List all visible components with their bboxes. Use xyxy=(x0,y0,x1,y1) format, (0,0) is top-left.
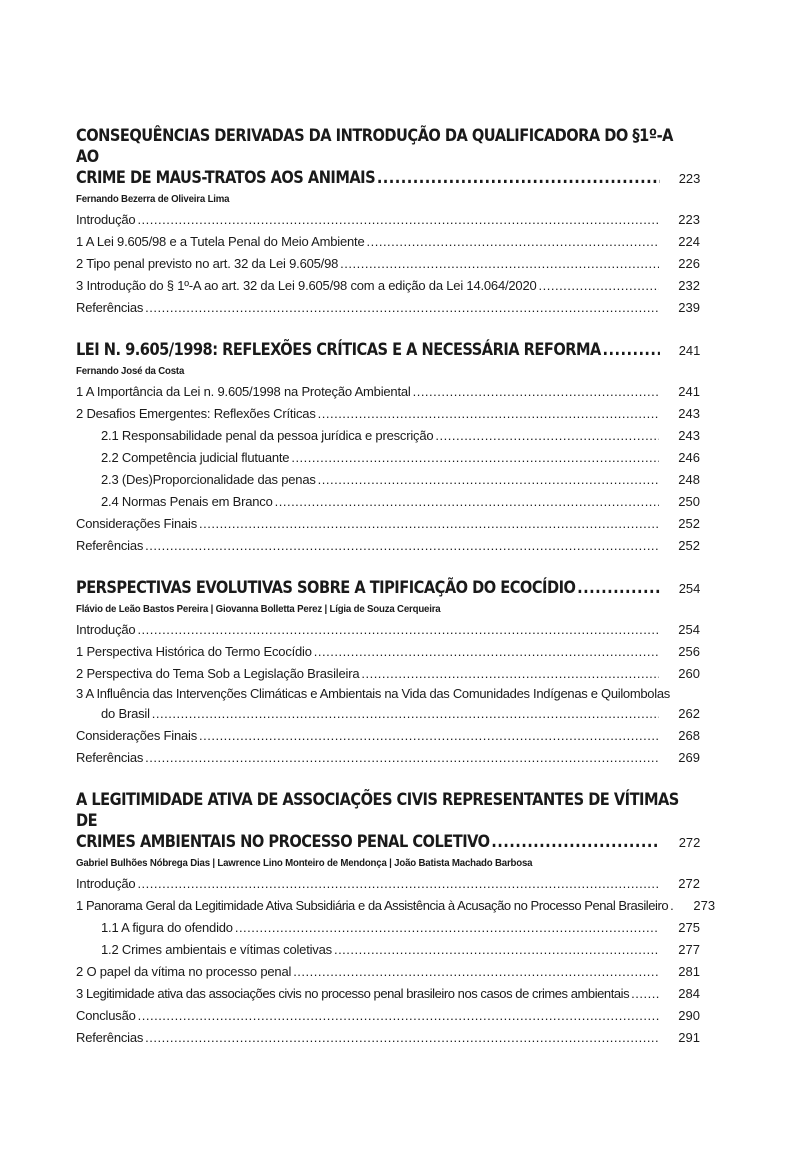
toc-entry[interactable] xyxy=(76,513,700,535)
leader-dots xyxy=(361,663,659,685)
entry-page-number: 223 xyxy=(678,212,700,227)
entry-page-number: 272 xyxy=(678,876,700,891)
toc-entry[interactable] xyxy=(76,619,700,641)
toc-entry[interactable] xyxy=(76,895,716,917)
chapter-title[interactable] xyxy=(76,578,700,599)
chapter-4 xyxy=(76,790,716,1049)
entry-title: 1 A Importância da Lei n. 9.605/1998 na Proteção Ambiental xyxy=(76,384,411,399)
entry-page-number: 281 xyxy=(678,964,700,979)
chapter-title-line: CRIMES AMBIENTAIS NO PROCESSO PENAL COLETIVO xyxy=(76,832,490,852)
leader-dots xyxy=(275,491,659,513)
toc-entry[interactable] xyxy=(76,253,700,275)
entry-page-number: 252 xyxy=(678,516,700,531)
toc-entry[interactable] xyxy=(76,983,700,1005)
entry-title: do Brasil xyxy=(101,706,150,721)
toc-entry[interactable] xyxy=(76,231,700,253)
toc-entry[interactable] xyxy=(76,641,700,663)
entry-page-number: 243 xyxy=(678,406,700,421)
entry-page-number: 224 xyxy=(678,234,700,249)
leader-dots xyxy=(435,425,659,447)
entry-title: Referências xyxy=(76,300,144,315)
toc-entry[interactable] xyxy=(76,873,700,895)
entry-page-number: 260 xyxy=(678,666,700,681)
chapter-authors: Fernando José da Costa xyxy=(76,365,185,377)
entry-title: 2 Desafios Emergentes: Reflexões Críticas xyxy=(76,406,316,421)
toc-entry[interactable] xyxy=(76,725,700,747)
chapter-1 xyxy=(76,126,700,319)
entry-page-number: 269 xyxy=(678,750,700,765)
toc-entry[interactable] xyxy=(76,297,700,319)
toc-entry[interactable] xyxy=(76,685,700,725)
leader-dots xyxy=(137,619,659,641)
entry-page-number: 254 xyxy=(678,622,700,637)
chapter-authors: Gabriel Bulhões Nóbrega Dias | Lawrence Lino Monteiro de Mendonça | João Batista Machado Barbosa xyxy=(76,857,533,869)
entry-title: 1 A Lei 9.605/98 e a Tutela Penal do Meio Ambiente xyxy=(76,234,365,249)
entry-title: 2 Perspectiva do Tema Sob a Legislação Brasileira xyxy=(76,666,360,681)
entry-title: Introdução xyxy=(76,622,136,637)
entry-title: 1.2 Crimes ambientais e vítimas coletivas xyxy=(101,942,332,957)
leader-dots xyxy=(145,1027,659,1049)
leader-dots xyxy=(367,231,660,253)
entry-page-number: 256 xyxy=(678,644,700,659)
leader-dots xyxy=(318,469,659,491)
leader-dots xyxy=(145,297,659,319)
entry-page-number: 246 xyxy=(678,450,700,465)
entry-title: Considerações Finais xyxy=(76,728,198,743)
leader-dots xyxy=(413,381,659,403)
leader-dots xyxy=(293,961,659,983)
entry-title: Introdução xyxy=(76,212,136,227)
leader-dots xyxy=(539,275,659,297)
entry-page-number: 284 xyxy=(678,986,700,1001)
entry-page-number: 250 xyxy=(678,494,700,509)
leader-dots xyxy=(145,535,659,557)
chapter-page-number: 223 xyxy=(678,171,701,186)
leader-dots xyxy=(152,703,659,725)
entry-page-number: 243 xyxy=(678,428,700,443)
chapter-title[interactable] xyxy=(76,126,700,189)
table-of-contents xyxy=(76,126,716,1070)
toc-entry[interactable] xyxy=(76,939,700,961)
leader-dots xyxy=(334,939,659,961)
entry-page-number: 275 xyxy=(678,920,700,935)
toc-entry[interactable] xyxy=(76,535,700,557)
leader-dots xyxy=(235,917,659,939)
entry-title: 2.1 Responsabilidade penal da pessoa jurídica e prescrição xyxy=(101,428,434,443)
toc-entry[interactable] xyxy=(76,381,700,403)
chapter-3 xyxy=(76,578,700,769)
chapter-title-line: PERSPECTIVAS EVOLUTIVAS SOBRE A TIPIFICAÇÃO DO ECOCÍDIO xyxy=(76,578,576,598)
entry-page-number: 268 xyxy=(678,728,700,743)
entry-title: Introdução xyxy=(76,876,136,891)
entry-title: 3 Legitimidade ativa das associações civis no processo penal brasileiro nos casos de crimes ambientais xyxy=(76,986,630,1001)
leader-dots xyxy=(631,983,659,1005)
entry-page-number: 239 xyxy=(678,300,700,315)
chapter-title-line: CONSEQUÊNCIAS DERIVADAS DA INTRODUÇÃO DA QUALIFICADORA DO §1º-A AO xyxy=(76,126,673,167)
toc-entry[interactable] xyxy=(76,1005,700,1027)
chapter-title-line: CRIME DE MAUS-TRATOS AOS ANIMAIS xyxy=(76,168,376,188)
entry-title: 1 Perspectiva Histórica do Termo Ecocídio xyxy=(76,644,312,659)
toc-entry[interactable] xyxy=(76,747,700,769)
entry-page-number: 248 xyxy=(678,472,700,487)
entry-page-number: 226 xyxy=(678,256,700,271)
leader-dots xyxy=(491,832,659,853)
leader-dots xyxy=(670,895,674,917)
leader-dots xyxy=(377,168,660,189)
entry-title: 2 O papel da vítima no processo penal xyxy=(76,964,292,979)
toc-entry[interactable] xyxy=(76,469,700,491)
entry-page-number: 232 xyxy=(678,278,700,293)
entry-page-number: 252 xyxy=(678,538,700,553)
chapter-title[interactable] xyxy=(76,790,700,853)
leader-dots xyxy=(199,725,659,747)
chapter-2 xyxy=(76,340,700,557)
entry-page-number: 290 xyxy=(678,1008,700,1023)
leader-dots xyxy=(137,209,659,231)
toc-entry[interactable] xyxy=(76,663,700,685)
leader-dots xyxy=(340,253,659,275)
leader-dots xyxy=(137,873,659,895)
entry-title: 3 A Influência das Intervenções Climáticas e Ambientais na Vida das Comunidades Indígenas e Quilombolas xyxy=(76,686,670,701)
chapter-title-line: A LEGITIMIDADE ATIVA DE ASSOCIAÇÕES CIVIS REPRESENTANTES DE VÍTIMAS DE xyxy=(76,790,679,831)
entry-title: 1.1 A figura do ofendido xyxy=(101,920,233,935)
leader-dots xyxy=(314,641,659,663)
toc-entry[interactable] xyxy=(76,275,700,297)
toc-entry[interactable] xyxy=(76,917,700,939)
entry-page-number: 262 xyxy=(678,706,700,721)
chapter-title-line: LEI N. 9.605/1998: REFLEXÕES CRÍTICAS E A NECESSÁRIA REFORMA xyxy=(76,340,601,360)
toc-entry[interactable] xyxy=(76,403,700,425)
entry-title: 2.3 (Des)Proporcionalidade das penas xyxy=(101,472,316,487)
chapter-authors: Fernando Bezerra de Oliveira Lima xyxy=(76,193,230,205)
entry-title: Referências xyxy=(76,750,144,765)
chapter-authors: Flávio de Leão Bastos Pereira | Giovanna Bolletta Perez | Lígia de Souza Cerqueira xyxy=(76,603,441,615)
leader-dots xyxy=(291,447,659,469)
entry-page-number: 277 xyxy=(678,942,700,957)
entry-title: Considerações Finais xyxy=(76,516,198,531)
entry-title: 2.4 Normas Penais em Branco xyxy=(101,494,273,509)
toc-entry[interactable] xyxy=(76,491,700,513)
leader-dots xyxy=(318,403,659,425)
entry-title: 3 Introdução do § 1º-A ao art. 32 da Lei 9.605/98 com a edição da Lei 14.064/2020 xyxy=(76,278,537,293)
toc-entry[interactable] xyxy=(76,961,700,983)
leader-dots xyxy=(603,340,660,361)
toc-entry[interactable] xyxy=(76,425,700,447)
entry-title: 2.2 Competência judicial flutuante xyxy=(101,450,290,465)
toc-entry[interactable] xyxy=(76,447,700,469)
leader-dots xyxy=(199,513,659,535)
entry-page-number: 291 xyxy=(678,1030,700,1045)
leader-dots xyxy=(577,578,660,599)
toc-entry[interactable] xyxy=(76,209,700,231)
entry-page-number: 273 xyxy=(693,898,716,913)
entry-title: Referências xyxy=(76,538,144,553)
entry-page-number: 241 xyxy=(678,384,700,399)
entry-title: Conclusão xyxy=(76,1008,136,1023)
chapter-page-number: 241 xyxy=(678,343,701,358)
chapter-page-number: 272 xyxy=(678,835,701,850)
chapter-page-number: 254 xyxy=(678,581,701,596)
toc-entry[interactable] xyxy=(76,1027,700,1049)
entry-title: 1 Panorama Geral da Legitimidade Ativa Subsidiária e da Assistência à Acusação no Processo Penal Brasileiro xyxy=(76,898,669,913)
entry-title: 2 Tipo penal previsto no art. 32 da Lei 9.605/98 xyxy=(76,256,339,271)
chapter-title[interactable] xyxy=(76,340,700,361)
leader-dots xyxy=(145,747,659,769)
leader-dots xyxy=(138,1005,659,1027)
entry-title: Referências xyxy=(76,1030,144,1045)
